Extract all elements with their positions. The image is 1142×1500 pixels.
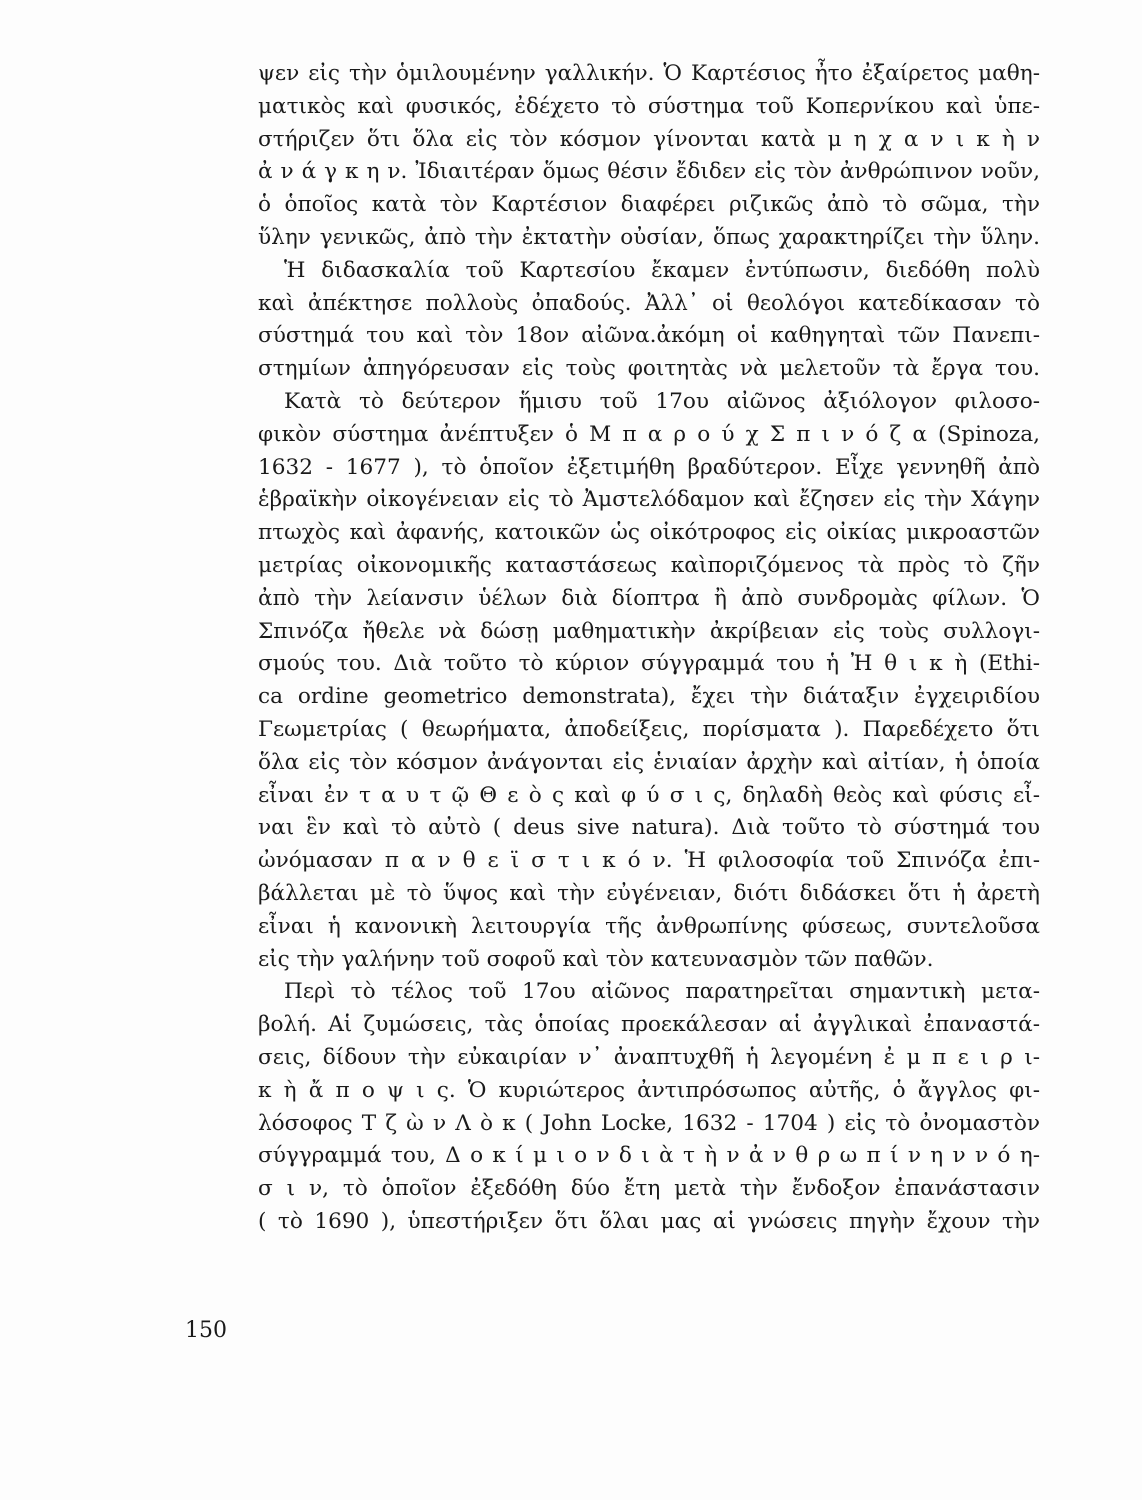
text-line: βάλλεται μὲ τὸ ὕψος καὶ τὴν εὐγένειαν, διότι διδάσκει ὅτι ἡ ἀρετὴ <box>258 880 1040 906</box>
text-line: κ ὴ ἄ π ο ψ ι ς. Ὁ κυριώτερος ἀντιπρόσωπος αὐτῆς, ὁ ἄγγλος φι- <box>258 1077 1040 1103</box>
text-line: ὅλα εἰς τὸν κόσμον ἀνάγονται εἰς ἑνιαίαν ἀρχὴν καὶ αἰτίαν, ἡ ὁποία <box>258 749 1040 775</box>
text-line: εἶναι ἐν τ α υ τ ῷ Θ ε ὸ ς καὶ φ ύ σ ι ς, δηλαδὴ θεὸς καὶ φύσις εἶ- <box>258 782 1040 808</box>
text-line: Σπινόζα ἤθελε νὰ δώσῃ μαθηματικὴν ἀκρίβειαν εἰς τοὺς συλλογι- <box>258 618 1040 644</box>
text-line: σ ι ν, τὸ ὁποῖον ἐξεδόθη δύο ἔτη μετὰ τὴν ἔνδοξον ἐπανάστασιν <box>258 1176 1040 1202</box>
text-line: ματικὸς καὶ φυσικός, ἐδέχετο τὸ σύστημα τοῦ Κοπερνίκου καὶ ὑπε- <box>258 93 1040 119</box>
text-line: ὕλην γενικῶς, ἀπὸ τὴν ἐκτατὴν οὐσίαν, ὅπως χαρακτηρίζει τὴν ὕλην. <box>258 224 1040 250</box>
text-line: Γεωμετρίας ( θεωρήματα, ἀποδείξεις, πορίσματα ). Παρεδέχετο ὅτι <box>258 716 1040 742</box>
text-line: εἰς τὴν γαλήνην τοῦ σοφοῦ καὶ τὸν κατευνασμὸν τῶν παθῶν. <box>258 946 934 972</box>
text-line: καὶ ἀπέκτησε πολλοὺς ὀπαδούς. Ἀλλ᾽ οἱ θεολόγοι κατεδίκασαν τὸ <box>258 290 1040 316</box>
text-line: ψεν εἰς τὴν ὁμιλουμένην γαλλικήν. Ὁ Καρτέσιος ἦτο ἐξαίρετος μαθη- <box>258 61 1040 86</box>
text-line: Κατὰ τὸ δεύτερον ἥμισυ τοῦ 17ου αἰῶνος ἀξιόλογον φιλοσο- <box>284 388 1040 414</box>
page-number: 150 <box>185 1318 227 1343</box>
text-line: ( τὸ 1690 ), ὑπεστήριξεν ὅτι ὅλαι μας αἱ γνώσεις πηγὴν ἔχουν τὴν <box>258 1208 1040 1234</box>
text-line: ναι ἓν καὶ τὸ αὐτὸ ( deus sive natura). Διὰ τοῦτο τὸ σύστημά του <box>258 815 1040 841</box>
text-line: λόσοφος Τ ζ ὼ ν Λ ὸ κ ( John Locke, 1632 - 1704 ) εἰς τὸ ὀνομαστὸν <box>258 1110 1040 1136</box>
text-line: μετρίας οἰκονομικῆς καταστάσεως καὶποριζόμενος τὰ πρὸς τὸ ζῆν <box>258 552 1040 578</box>
text-line: ἑβραϊκὴν οἰκογένειαν εἰς τὸ Ἀμστελόδαμον καὶ ἔζησεν εἰς τὴν Χάγην <box>258 487 1040 513</box>
text-line: στήριζεν ὅτι ὅλα εἰς τὸν κόσμον γίνονται κατὰ μ η χ α ν ι κ ὴ ν <box>258 126 1040 152</box>
text-line: στημίων ἀπηγόρευσαν εἰς τοὺς φοιτητὰς νὰ μελετοῦν τὰ ἔργα του. <box>258 356 1040 382</box>
text-line: Ἡ διδασκαλία τοῦ Καρτεσίου ἔκαμεν ἐντύπωσιν, διεδόθη πολὺ <box>284 257 1040 283</box>
text-line: πτωχὸς καὶ ἀφανής, κατοικῶν ὡς οἰκότροφος εἰς οἰκίας μικροαστῶν <box>258 520 1040 546</box>
text-line: εἶναι ἡ κανονικὴ λειτουργία τῆς ἀνθρωπίνης φύσεως, συντελοῦσα <box>258 913 1040 939</box>
text-line: ca ordine geometrico demonstrata), ἔχει τὴν διάταξιν ἐγχειριδίου <box>258 684 1040 710</box>
text-line: σύστημά του καὶ τὸν 18ον αἰῶνα.ἀκόμη οἱ καθηγηταὶ τῶν Πανεπι- <box>258 323 1040 349</box>
text-line: σύγγραμμά του, Δ ο κ ί μ ι ο ν δ ι ὰ τ ὴ ν ἀ ν θ ρ ω π ί ν η ν ν ό η- <box>258 1143 1040 1169</box>
text-line: ἀ ν ά γ κ η ν. Ἰδιαιτέραν ὅμως θέσιν ἔδιδεν εἰς τὸν ἀνθρώπινον νοῦν, <box>258 159 1040 185</box>
text-line: Περὶ τὸ τέλος τοῦ 17ου αἰῶνος παρατηρεῖται σημαντικὴ μετα- <box>284 979 1040 1005</box>
body-text <box>258 58 1040 1239</box>
text-line: ἀπὸ τὴν λείανσιν ὑέλων διὰ δίοπτρα ἢ ἀπὸ συνδρομὰς φίλων. Ὁ <box>258 585 1040 611</box>
text-line: βολή. Αἱ ζυμώσεις, τὰς ὁποίας προεκάλεσαν αἱ ἀγγλικαὶ ἐπαναστά- <box>258 1012 1040 1038</box>
text-line: σμούς του. Διὰ τοῦτο τὸ κύριον σύγγραμμά του ἡ Ἠ θ ι κ ὴ (Ethi- <box>258 651 1040 677</box>
text-line: ὠνόμασαν π α ν θ ε ϊ σ τ ι κ ό ν. Ἡ φιλοσοφία τοῦ Σπινόζα ἐπι- <box>258 848 1040 874</box>
text-line: ὁ ὁποῖος κατὰ τὸν Καρτέσιον διαφέρει ριζικῶς ἀπὸ τὸ σῶμα, τὴν <box>258 192 1040 218</box>
text-line: 1632 - 1677 ), τὸ ὁποῖον ἐξετιμήθη βραδύτερον. Εἶχε γεννηθῆ ἀπὸ <box>258 454 1040 480</box>
text-line: σεις, δίδουν τὴν εὐκαιρίαν ν᾽ ἀναπτυχθῆ ἡ λεγομένη ἐ μ π ε ι ρ ι- <box>258 1044 1040 1070</box>
text-line: φικὸν σύστημα ἀνέπτυξεν ὁ Μ π α ρ ο ύ χ Σ π ι ν ό ζ α (Spinoza, <box>258 421 1040 447</box>
